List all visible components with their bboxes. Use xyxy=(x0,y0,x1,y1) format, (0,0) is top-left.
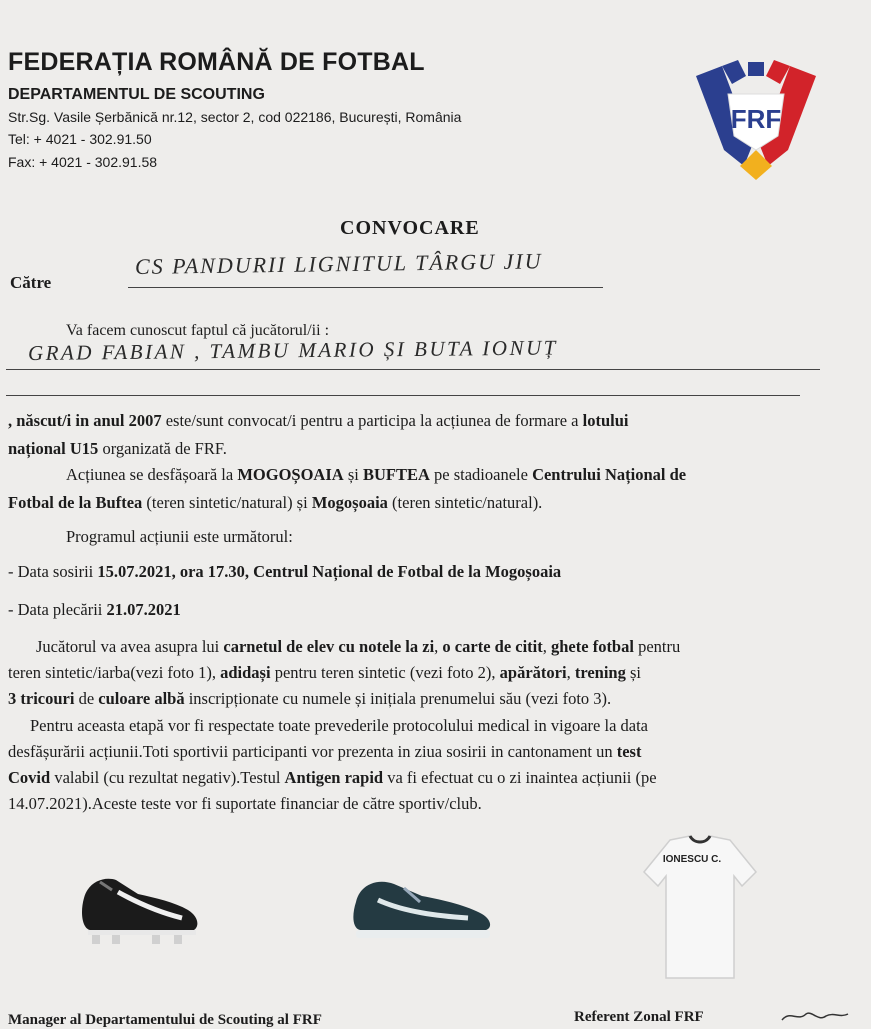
paragraph-line: Pentru aceasta etapă vor fi respectate toate prevederile protocolului medical in vigoare la data xyxy=(30,716,649,735)
paragraph-line: Fotbal de la Buftea (teren sintetic/natural) și Mogoșoaia (teren sintetic/natural). xyxy=(8,493,543,512)
paragraph-line: desfășurării acțiunii.Toti sportivii participanti vor prezenta in ziua sosirii in cantonament un test xyxy=(8,742,642,761)
address: Str.Sg. Vasile Șerbănică nr.12, sector 2, cod 022186, București, România xyxy=(8,109,462,125)
document-title: CONVOCARE xyxy=(340,217,480,239)
telephone: Tel: + 4021 - 302.91.50 xyxy=(8,131,152,147)
footer-signature-right: Referent Zonal FRF xyxy=(574,1009,704,1025)
frf-logo xyxy=(686,54,826,184)
jersey-name-text: IONESCU C. xyxy=(662,854,722,865)
players-handwritten: GRAD FABIAN , TAMBU MARIO ȘI BUTA IONUȚ xyxy=(27,335,558,365)
addressee-underline xyxy=(128,287,603,288)
paragraph-line: teren sintetic/iarba(vezi foto 1), adidași pentru teren sintetic (vezi foto 2), apărători, trening și xyxy=(8,663,641,682)
fax: Fax: + 4021 - 302.91.58 xyxy=(8,154,158,170)
players-underline-blank xyxy=(6,395,800,396)
turf-shoe-image xyxy=(348,872,496,944)
org-name: FEDERAȚIA ROMÂNĂ DE FOTBAL xyxy=(8,48,425,76)
departure-date: - Data plecării 21.07.2021 xyxy=(8,600,181,619)
addressee-handwritten: CS PANDURII LIGNITUL TÂRGU JIU xyxy=(134,248,543,279)
paragraph-line: 3 tricouri de culoare albă inscripționate cu numele și inițiala prenumelui său (vezi foto 3). xyxy=(8,689,612,708)
program-heading: Programul acțiunii este următorul: xyxy=(66,527,293,546)
white-jersey-image xyxy=(640,832,760,982)
paragraph-line: Jucătorul va avea asupra lui carnetul de elev cu notele la zi, o carte de citit, ghete fotbal pentru xyxy=(36,637,681,656)
paragraph-line: Acțiunea se desfășoară la MOGOȘOAIA și BUFTEA pe stadioanele Centrului Național de xyxy=(66,465,687,484)
signature-mark xyxy=(780,1008,850,1024)
department-name: DEPARTAMENTUL DE SCOUTING xyxy=(8,86,265,103)
intro-text: Va facem cunoscut faptul că jucătorul/ii : xyxy=(66,322,330,339)
football-boot-image xyxy=(78,868,202,948)
players-underline xyxy=(6,369,820,370)
paragraph-line: Covid valabil (cu rezultat negativ).Testul Antigen rapid va fi efectuat cu o zi inaintea acțiunii (pe xyxy=(8,768,657,787)
paragraph-line: , născut/i in anul 2007 este/sunt convocat/i pentru a participa la acțiunea de formare a lotului xyxy=(8,411,629,430)
paragraph-line: 14.07.2021).Aceste teste vor fi suportate financiar de către sportiv/club. xyxy=(8,794,482,813)
addressee-label: Către xyxy=(10,273,52,292)
paragraph-line: național U15 organizată de FRF. xyxy=(8,439,227,458)
arrival-date: - Data sosirii 15.07.2021, ora 17.30, Centrul Național de Fotbal de la Mogoșoaia xyxy=(8,562,562,581)
logo-text: FRF xyxy=(730,104,782,134)
footer-signature-left: Manager al Departamentului de Scouting al FRF xyxy=(8,1012,322,1028)
